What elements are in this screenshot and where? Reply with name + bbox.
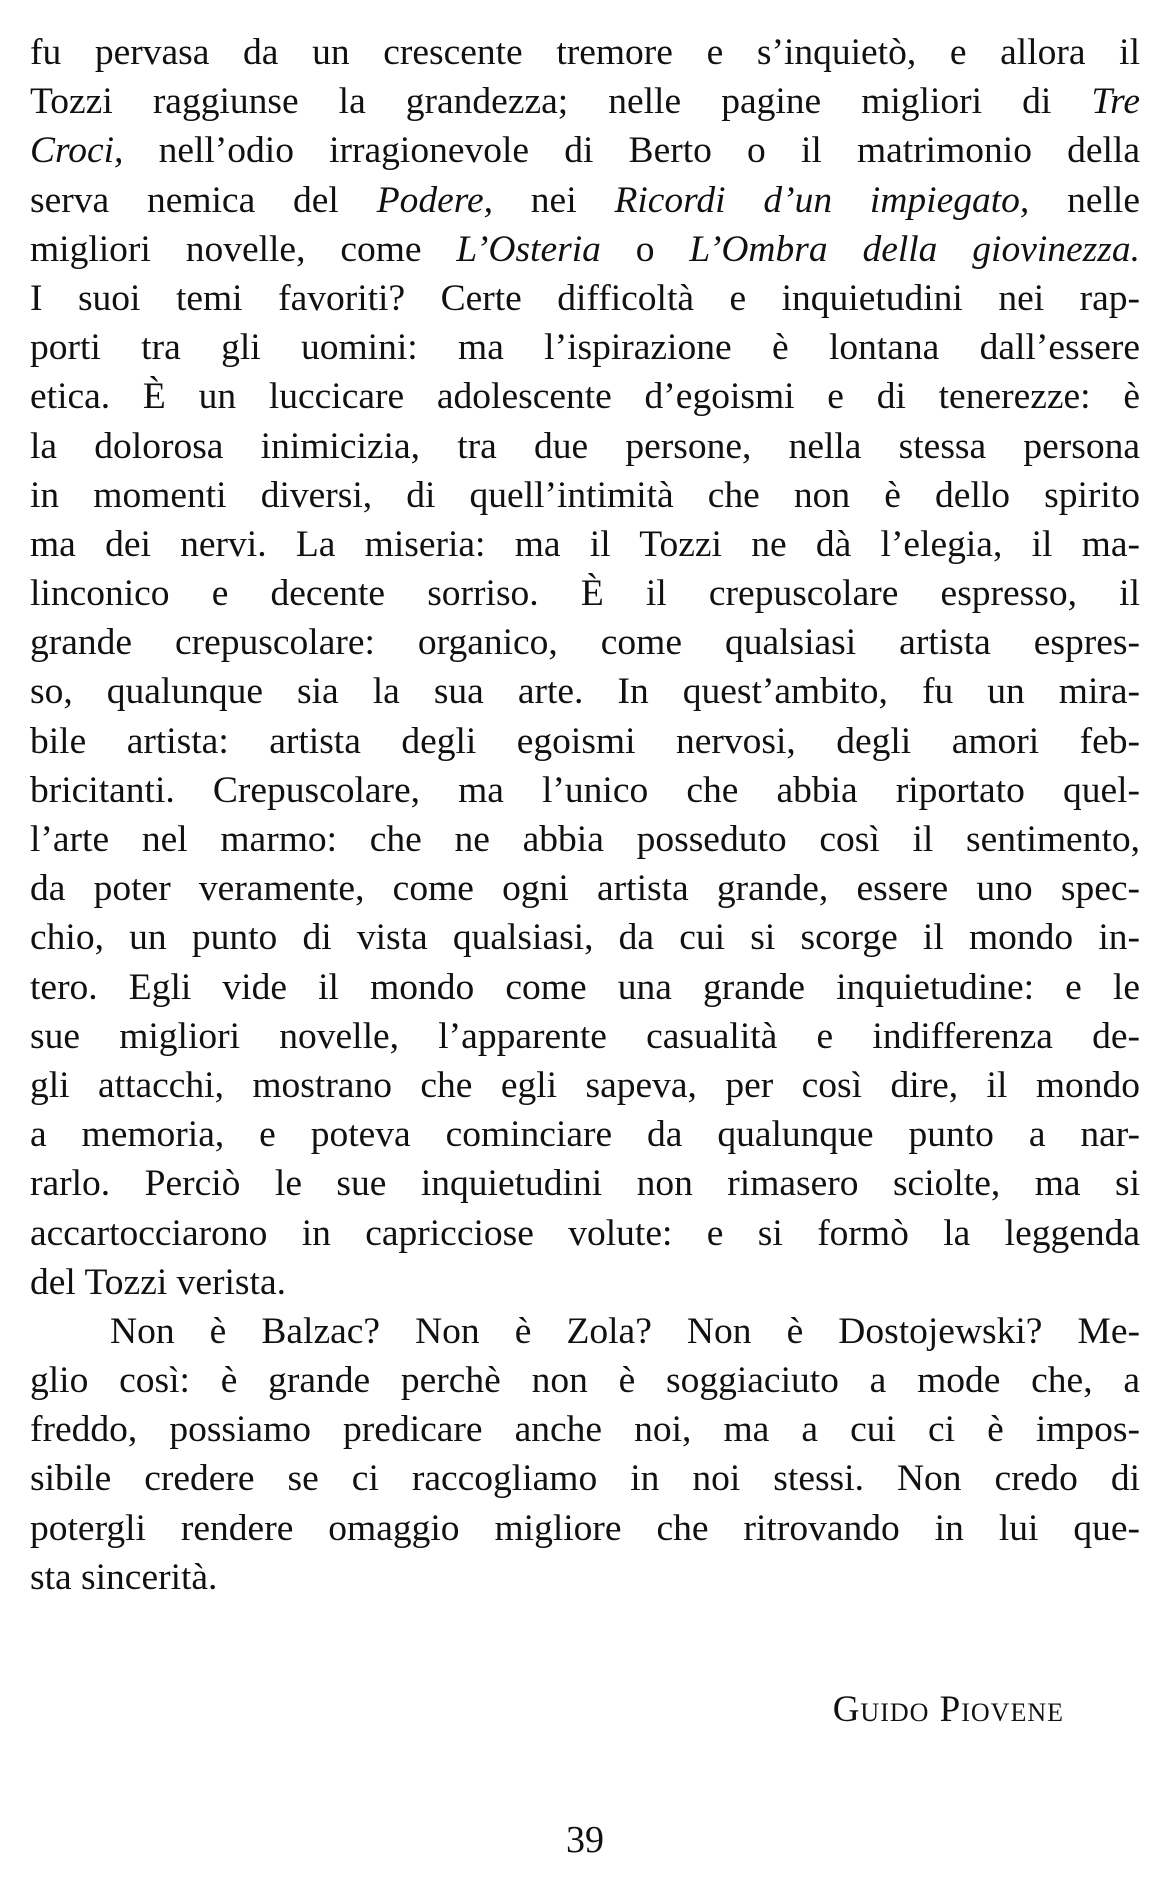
text-segment: sue migliori novelle, l’apparente casualità e indifferenza de- [30, 1015, 1140, 1057]
text-segment: Tozzi raggiunse la grandezza; nelle pagine migliori di [30, 81, 1092, 123]
italic-title-segment: L’Osteria [456, 228, 601, 270]
text-segment: nei [492, 179, 615, 221]
text-line [30, 864, 1140, 913]
text-line [30, 1061, 1140, 1110]
text-segment: potergli rendere omaggio migliore che ritrovando in lui que- [30, 1507, 1140, 1549]
paragraph [30, 28, 1140, 1307]
text-segment: nell’odio irragionevole di Berto o il matrimonio della [123, 130, 1140, 172]
text-segment: sibile credere se ci raccogliamo in noi stessi. Non credo di [30, 1458, 1140, 1500]
text-line [30, 963, 1140, 1012]
text-line [30, 815, 1140, 864]
text-line [30, 1356, 1140, 1405]
text-segment: serva nemica del [30, 179, 377, 221]
text-line [30, 274, 1140, 323]
italic-title-segment: Ricordi d’un impiegato, [614, 179, 1030, 221]
text-segment: ma dei nervi. La miseria: ma il Tozzi ne dà l’elegia, il ma- [30, 523, 1140, 565]
author-signature: Guido Piovene [832, 1689, 1064, 1730]
text-line [30, 28, 1140, 77]
text-line [30, 667, 1140, 716]
text-line [30, 126, 1140, 175]
text-segment: chio, un punto di vista qualsiasi, da cui si scorge il mondo in- [30, 917, 1140, 959]
text-line [30, 1209, 1140, 1258]
page-number: 39 [566, 1819, 604, 1861]
text-segment: bile artista: artista degli egoismi nervosi, degli amori feb- [30, 720, 1140, 762]
text-segment: o [600, 228, 690, 270]
text-line [30, 1012, 1140, 1061]
text-line [30, 471, 1140, 520]
text-line [30, 1553, 1140, 1602]
italic-title-segment: Podere, [376, 179, 493, 221]
text-line [30, 422, 1140, 471]
text-line [30, 913, 1140, 962]
text-line [30, 520, 1140, 569]
text-line [30, 225, 1140, 274]
text-segment: I suoi temi favoriti? Certe difficoltà e inquietudini nei rap- [30, 277, 1140, 319]
text-segment: fu pervasa da un crescente tremore e s’inquietò, e allora il [30, 32, 1140, 73]
text-segment: l’arte nel marmo: che ne abbia posseduto così il sentimento, [30, 819, 1140, 860]
text-segment: in momenti diversi, di quell’intimità che non è dello spirito [30, 474, 1140, 516]
text-segment: gli attacchi, mostrano che egli sapeva, per così dire, il mondo [30, 1064, 1140, 1106]
italic-title-segment: Croci, [30, 130, 124, 172]
text-segment: glio così: è grande perchè non è soggiaciuto a mode che, a [30, 1360, 1140, 1402]
text-segment: rarlo. Perciò le sue inquietudini non rimasero sciolte, ma si [30, 1163, 1140, 1205]
italic-title-segment: Tre [1091, 81, 1140, 123]
text-segment: del Tozzi verista. [30, 1261, 286, 1303]
text-line [30, 1258, 1140, 1307]
text-segment: la dolorosa inimicizia, tra due persone, nella stessa persona [30, 425, 1140, 467]
text-segment: migliori novelle, come [30, 228, 457, 270]
text-segment: a memoria, e poteva cominciare da qualunque punto a nar- [30, 1114, 1140, 1156]
text-segment: linconico e decente sorriso. È il crepuscolare espresso, il [30, 573, 1140, 615]
text-segment: sta sincerità. [30, 1556, 218, 1598]
text-segment: tero. Egli vide il mondo come una grande inquietudine: e le [30, 966, 1140, 1008]
text-segment: bricitanti. Crepuscolare, ma l’unico che abbia riportato quel- [30, 769, 1140, 811]
text-line [30, 77, 1140, 126]
text-line [30, 766, 1140, 815]
text-segment: nelle [1029, 179, 1140, 221]
text-line [30, 1504, 1140, 1553]
text-line [30, 323, 1140, 372]
paragraph [30, 1307, 1140, 1602]
italic-title-segment: L’Ombra della giovinezza. [689, 228, 1140, 270]
text-line [30, 1405, 1140, 1454]
text-segment: Non è Balzac? Non è Zola? Non è Dostojewski? Me- [110, 1310, 1140, 1352]
text-segment: porti tra gli uomini: ma l’ispirazione è lontana dall’essere [30, 327, 1140, 369]
text-line [30, 1159, 1140, 1208]
text-line [30, 1454, 1140, 1503]
text-segment: so, qualunque sia la sua arte. In quest’ambito, fu un mira- [30, 671, 1140, 713]
text-line [30, 1307, 1140, 1356]
text-segment: etica. È un luccicare adolescente d’egoismi e di tenerezze: è [30, 376, 1140, 418]
text-segment: freddo, possiamo predicare anche noi, ma a cui ci è impos- [30, 1409, 1140, 1451]
text-segment: accartocciarono in capricciose volute: e si formò la leggenda [30, 1212, 1140, 1254]
text-segment: da poter veramente, come ogni artista grande, essere uno spec- [30, 868, 1140, 910]
book-page [30, 28, 1140, 1868]
text-line [30, 176, 1140, 225]
text-line [30, 1110, 1140, 1159]
text-line [30, 618, 1140, 667]
text-line [30, 569, 1140, 618]
body-text [30, 28, 1140, 1602]
text-line [30, 372, 1140, 421]
text-line [30, 717, 1140, 766]
text-segment: grande crepuscolare: organico, come qualsiasi artista espres- [30, 622, 1140, 664]
